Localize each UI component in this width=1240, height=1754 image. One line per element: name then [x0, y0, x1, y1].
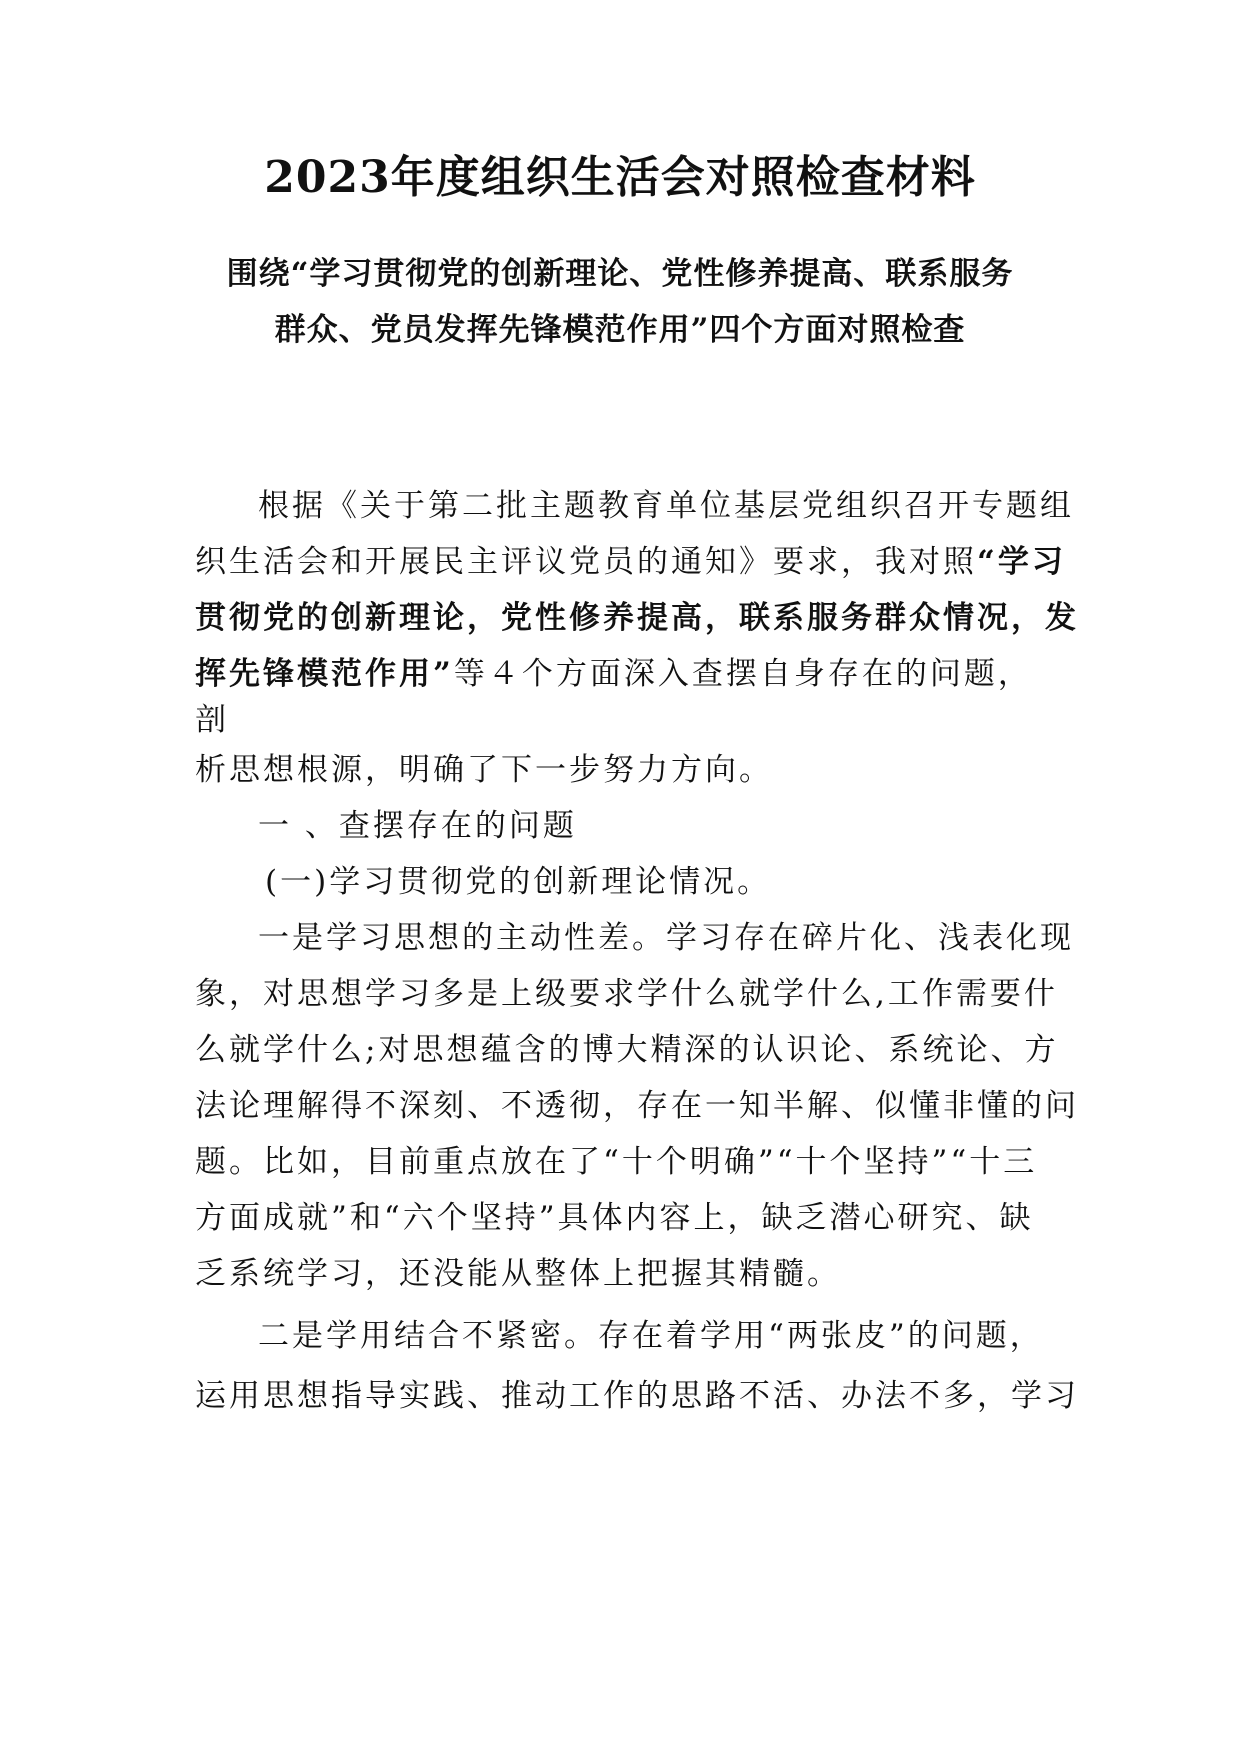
para1-line-2: 象，对思想学习多是上级要求学什么就学什么,工作需要什 — [195, 976, 1058, 1012]
para1-line-4: 法论理解得不深刻、不透彻，存在一知半解、似懂非懂的问 — [195, 1088, 1079, 1124]
subtitle-line-2: 群众、党员发挥先锋模范作用”四个方面对照检查 — [274, 312, 966, 348]
para1-line-6: 方面成就”和“六个坚持”具体内容上，缺乏潜心研究、缺 — [195, 1200, 1034, 1236]
intro-line-3: 贯彻党的创新理论，党性修养提高，联系服务群众情况，发 — [195, 600, 1079, 636]
intro-line-2 — [195, 542, 1066, 582]
intro-line-1: 根据《关于第二批主题教育单位基层党组织召开专题组 — [258, 488, 1074, 524]
intro-line-4-plain: 等４个方面深入查摆自身存在的问题， — [453, 656, 1032, 692]
intro-line-6: 析思想根源，明确了下一步努力方向。 — [195, 752, 773, 788]
intro-line-5: 剖 — [195, 702, 229, 738]
intro-line-2-plain: 织生活会和开展民主评议党员的通知》要求，我对照 — [195, 544, 977, 580]
intro-line-4 — [195, 654, 1055, 694]
para1-line-5: 题。比如，目前重点放在了“十个明确”“十个坚持”“十三 — [195, 1144, 1038, 1180]
para1-line-7: 乏系统学习，还没能从整体上把握其精髓。 — [195, 1256, 841, 1292]
para2-line-2: 运用思想指导实践、推动工作的思路不活、办法不多，学习 — [195, 1378, 1079, 1414]
section-heading: 一 、查摆存在的问题 — [258, 808, 577, 844]
subtitle-line-1: 围绕“学习贯彻党的创新理论、党性修养提高、联系服务 — [226, 256, 1014, 292]
para2-line-1: 二是学用结合不紧密。存在着学用“两张皮”的问题， — [258, 1318, 1044, 1354]
intro-line-2-bold: “学习 — [977, 544, 1066, 580]
intro-line-4-bold: 挥先锋模范作用” — [195, 656, 454, 692]
document-title: 2023年度组织生活会对照检查材料 — [264, 152, 976, 203]
para1-line-3: 么就学什么;对思想蕴含的博大精深的认识论、系统论、方 — [195, 1032, 1059, 1068]
subsection-heading: (一)学习贯彻党的创新理论情况。 — [265, 864, 772, 900]
para1-line-1: 一是学习思想的主动性差。学习存在碎片化、浅表化现 — [258, 920, 1074, 956]
